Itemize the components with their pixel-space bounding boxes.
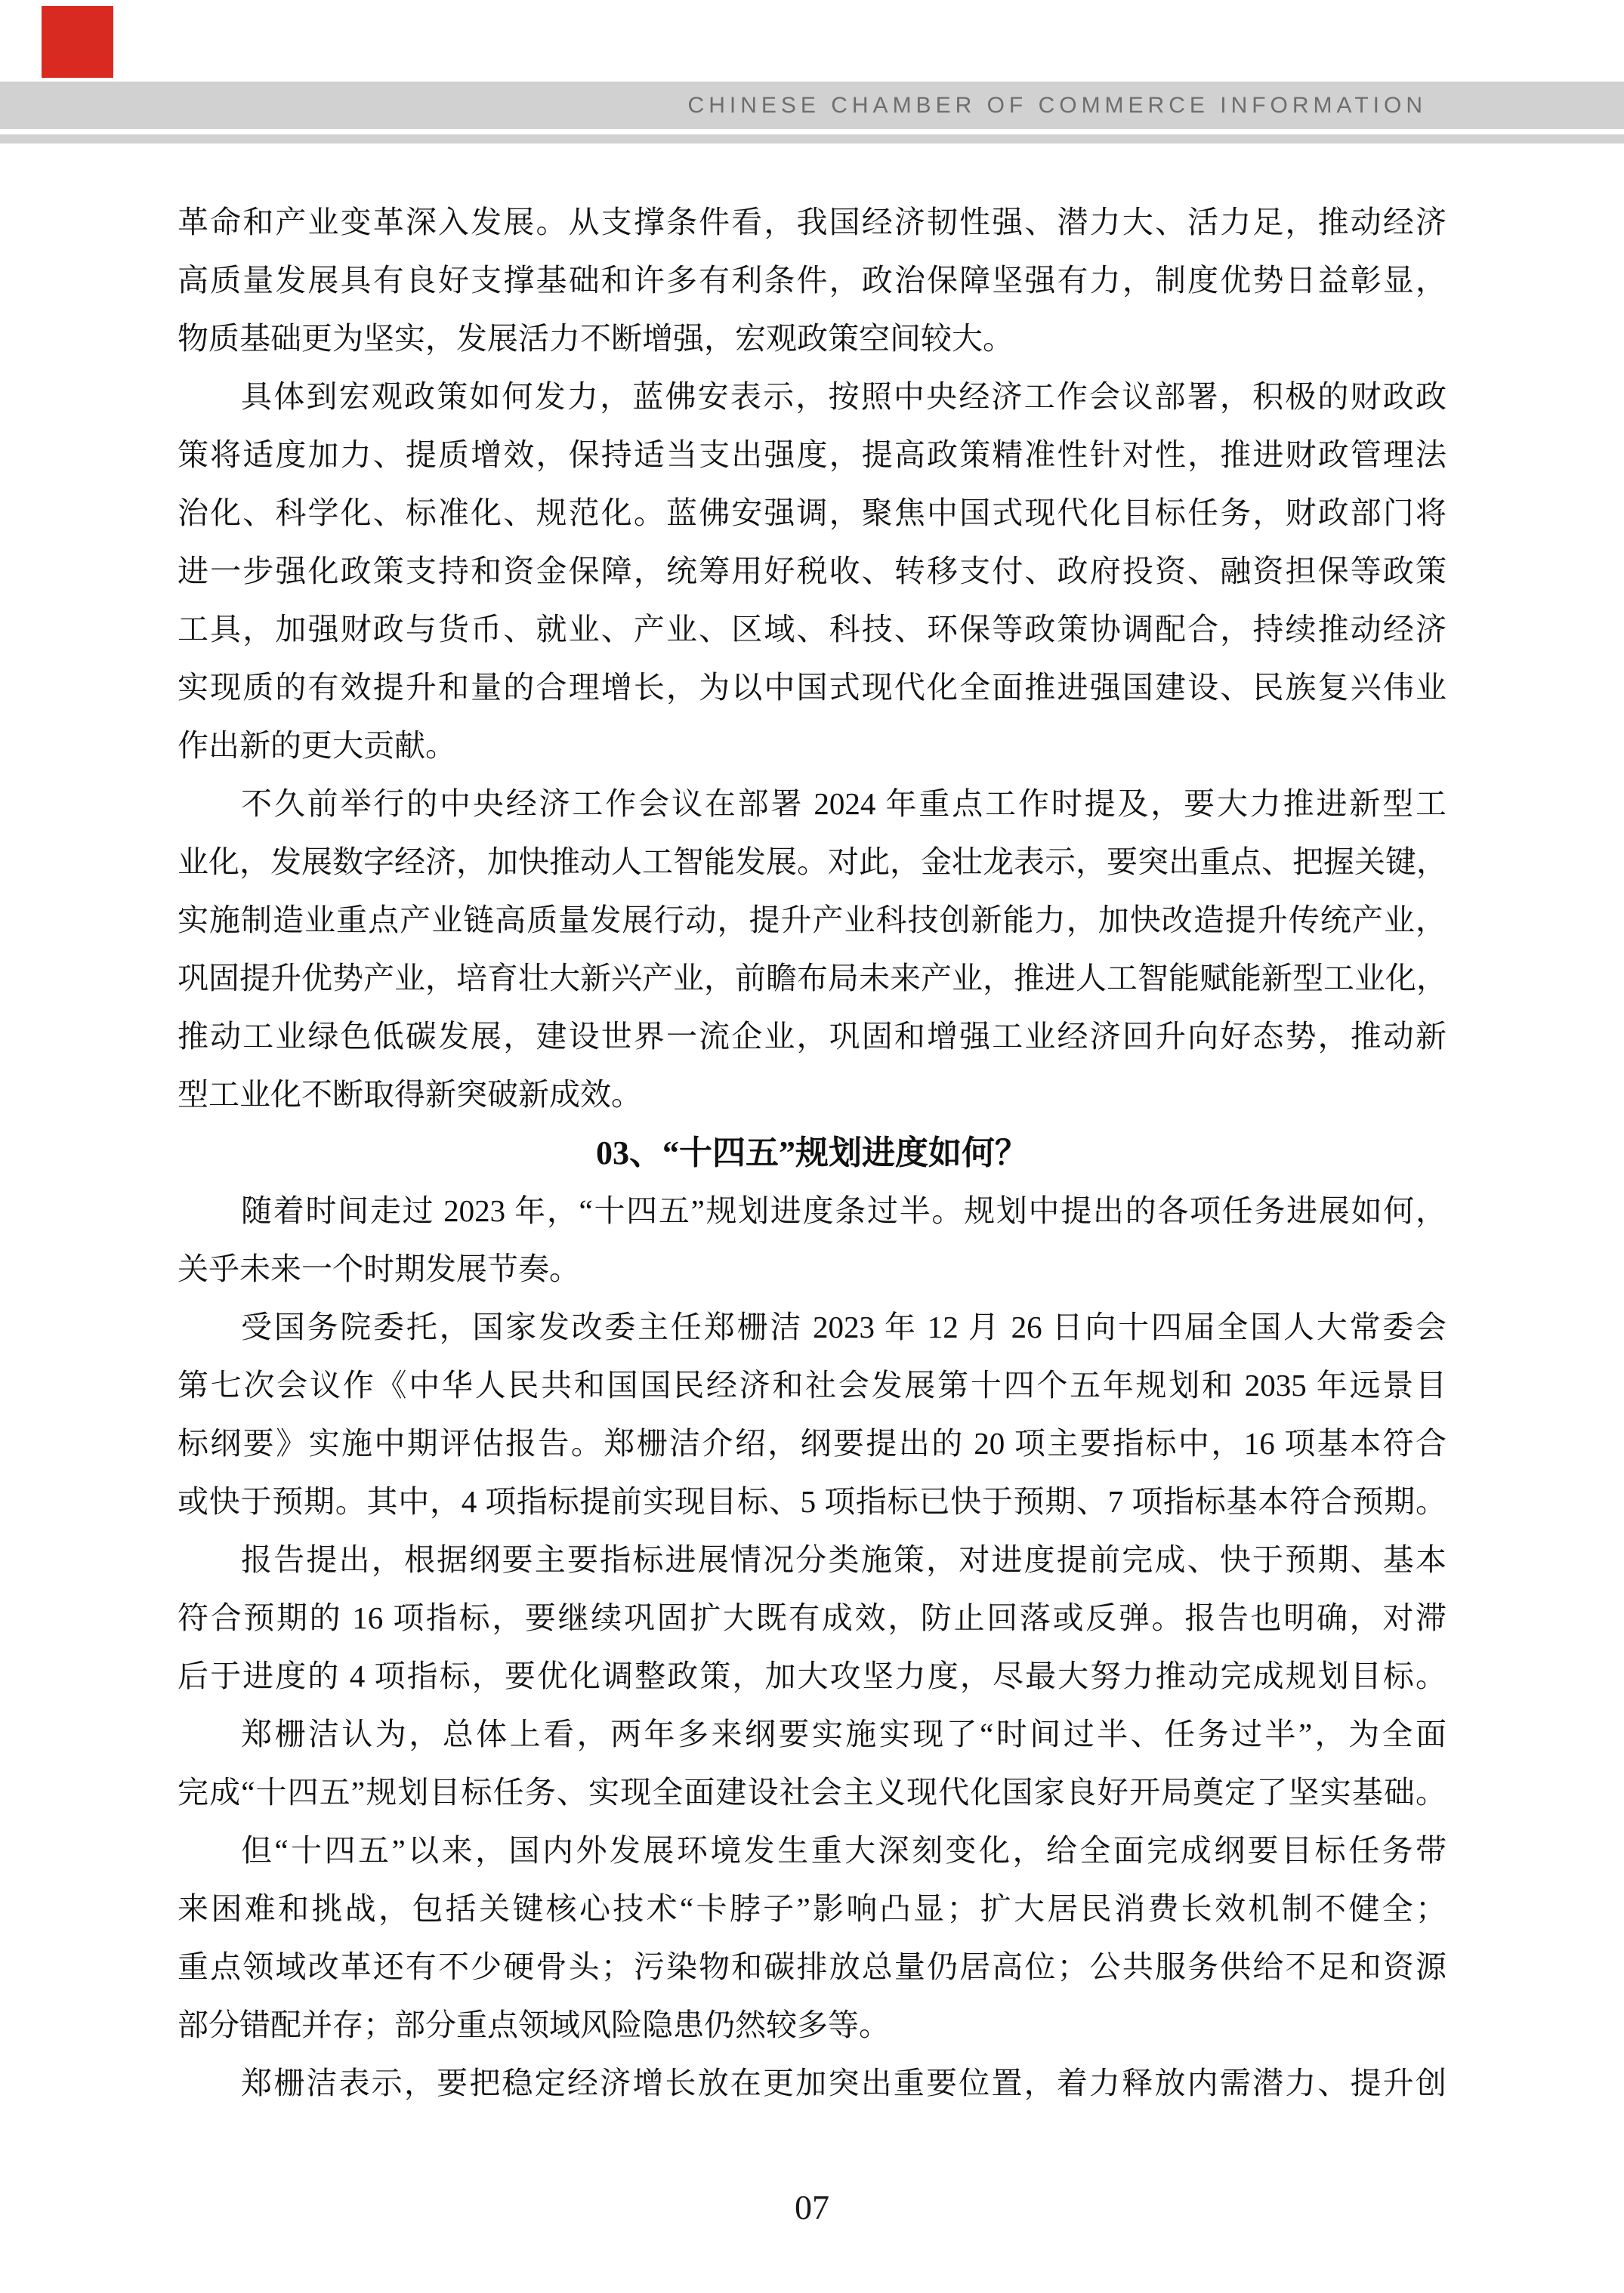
text-line: 或快于预期。其中，4 项指标提前实现目标、5 项指标已快于预期、7 项指标基本符合预期。	[178, 1484, 1446, 1519]
text-line: 完成“十四五”规划目标任务、实现全面建设社会主义现代化国家良好开局奠定了坚实基础。	[178, 1775, 1446, 1810]
text-line: 实现质的有效提升和量的合理增长，为以中国式现代化全面推进强国建设、民族复兴伟业	[178, 670, 1446, 705]
text-line: 革命和产业变革深入发展。从支撑条件看，我国经济韧性强、潜力大、活力足，推动经济	[178, 205, 1446, 239]
text-line: 重点领域改革还有不少硬骨头；污染物和碳排放总量仍居高位；公共服务供给不足和资源	[178, 1949, 1446, 1984]
text-line: 关乎未来一个时期发展节奏。	[178, 1251, 580, 1286]
text-line: 郑栅洁认为，总体上看，两年多来纲要实施实现了“时间过半、任务过半”，为全面	[241, 1717, 1446, 1751]
article-body	[178, 193, 1446, 2112]
text-line: 部分错配并存；部分重点领域风险隐患仍然较多等。	[178, 2008, 890, 2042]
header-band	[0, 82, 1624, 129]
text-line: 符合预期的 16 项指标，要继续巩固扩大既有成效，防止回落或反弹。报告也明确，对滞	[178, 1600, 1446, 1635]
text-line: 型工业化不断取得新突破新成效。	[178, 1077, 642, 1112]
text-line: 工具，加强财政与货币、就业、产业、区域、科技、环保等政策协调配合，持续推动经济	[178, 612, 1446, 647]
text-line: 郑栅洁表示，要把稳定经济增长放在更加突出重要位置，着力释放内需潜力、提升创	[241, 2066, 1446, 2100]
text-line: 具体到宏观政策如何发力，蓝佛安表示，按照中央经济工作会议部署，积极的财政政	[241, 379, 1446, 414]
text-line: 业化，发展数字经济，加快推动人工智能发展。对此，金壮龙表示，要突出重点、把握关键，	[178, 844, 1447, 879]
section-heading: 03、“十四五”规划进度如何？	[596, 1134, 1028, 1171]
text-line: 高质量发展具有良好支撑基础和许多有利条件，政治保障坚强有力，制度优势日益彰显，	[178, 263, 1446, 298]
text-line: 但“十四五”以来，国内外发展环境发生重大深刻变化，给全面完成纲要目标任务带	[241, 1833, 1446, 1868]
text-line: 随着时间走过 2023 年，“十四五”规划进度条过半。规划中提出的各项任务进展如何，	[241, 1193, 1446, 1228]
text-line: 推动工业绿色低碳发展，建设世界一流企业，巩固和增强工业经济回升向好态势，推动新	[178, 1019, 1446, 1054]
text-line: 进一步强化政策支持和资金保障，统筹用好税收、转移支付、政府投资、融资担保等政策	[178, 554, 1446, 588]
text-line: 治化、科学化、标准化、规范化。蓝佛安强调，聚焦中国式现代化目标任务，财政部门将	[178, 495, 1446, 530]
text-line: 不久前举行的中央经济工作会议在部署 2024 年重点工作时提及，要大力推进新型工	[241, 786, 1446, 821]
page-number: 07	[795, 2188, 829, 2227]
header-rule	[0, 134, 1624, 144]
text-line: 作出新的更大贡献。	[178, 728, 456, 763]
text-line: 后于进度的 4 项指标，要优化调整政策，加大攻坚力度，尽最大努力推动完成规划目标。	[178, 1659, 1446, 1693]
text-line: 来困难和挑战，包括关键核心技术“卡脖子”影响凸显；扩大居民消费长效机制不健全；	[178, 1891, 1446, 1926]
text-line: 物质基础更为坚实，发展活力不断增强，宏观政策空间较大。	[178, 321, 1014, 356]
red-corner-logo	[42, 6, 113, 78]
text-line: 受国务院委托，国家发改委主任郑栅洁 2023 年 12 月 26 日向十四届全国人大常委会	[241, 1310, 1446, 1344]
text-line: 巩固提升优势产业，培育壮大新兴产业，前瞻布局未来产业，推进人工智能赋能新型工业化，	[178, 961, 1447, 995]
text-line: 第七次会议作《中华人民共和国国民经济和社会发展第十四个五年规划和 2035 年远景目	[178, 1368, 1446, 1403]
text-line: 实施制造业重点产业链高质量发展行动，提升产业科技创新能力，加快改造提升传统产业，	[178, 903, 1446, 937]
text-line: 报告提出，根据纲要主要指标进展情况分类施策，对进度提前完成、快于预期、基本	[241, 1542, 1446, 1577]
header-title: CHINESE CHAMBER OF COMMERCE INFORMATION	[687, 93, 1427, 118]
text-line: 策将适度加力、提质增效，保持适当支出强度，提高政策精准性针对性，推进财政管理法	[178, 437, 1446, 472]
text-line: 标纲要》实施中期评估报告。郑栅洁介绍，纲要提出的 20 项主要指标中，16 项基本符合	[178, 1426, 1446, 1461]
